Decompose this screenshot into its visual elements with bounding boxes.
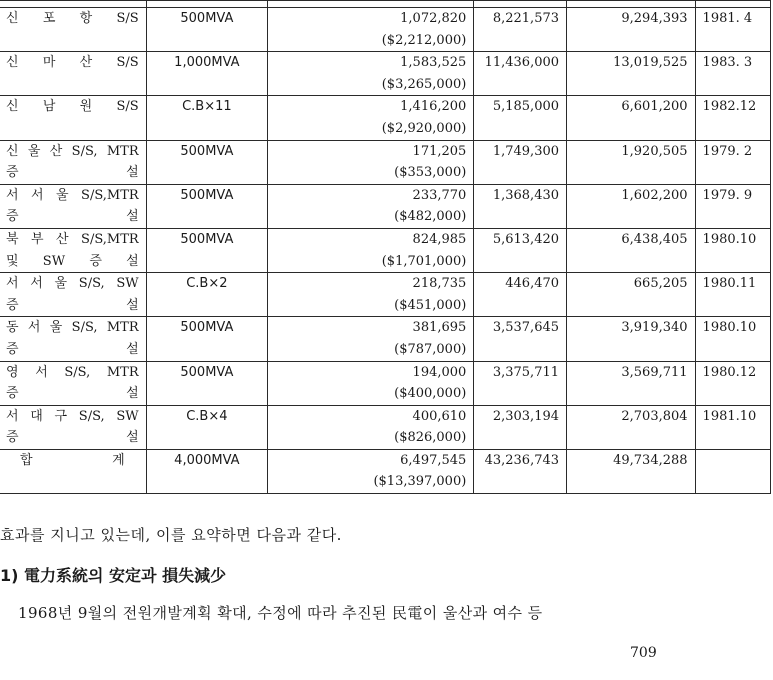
foreign-cost-value: 824,985	[412, 231, 467, 247]
station-name-token: 신	[6, 55, 19, 71]
station-name-token: S/S	[116, 99, 139, 115]
completion-date-value: 1981. 4	[702, 11, 753, 26]
station-name-token: 산	[56, 231, 69, 247]
station-name-line	[6, 162, 139, 184]
station-name-token: 설	[126, 386, 139, 402]
total-foreign-cost-value: 6,497,545	[400, 452, 467, 468]
foreign-cost-usd: ($3,265,000)	[381, 76, 467, 92]
foreign-cost-value: 218,735	[412, 276, 467, 292]
station-name-token: 산	[49, 143, 63, 159]
total-local-cost-cell	[474, 449, 567, 493]
station-name-line	[6, 295, 139, 317]
local-cost-cell	[474, 273, 567, 317]
station-name-token: 동	[6, 320, 19, 336]
station-name-cell	[0, 317, 146, 361]
station-name-token: 증	[6, 297, 19, 313]
station-name-token: 원	[79, 99, 93, 115]
total-cost-cell	[567, 184, 696, 228]
total-cost-value: 665,205	[633, 276, 688, 292]
capacity-cell	[146, 361, 267, 405]
capacity-value: 500MVA	[180, 231, 234, 247]
foreign-cost-cell	[268, 405, 474, 449]
completion-date-value: 1983. 3	[702, 55, 753, 71]
local-cost-value: 3,375,711	[492, 364, 560, 380]
station-name-line	[6, 317, 139, 339]
foreign-cost-value: 400,610	[412, 408, 467, 424]
station-name-cell	[0, 184, 146, 228]
capacity-cell	[146, 273, 267, 317]
station-name-token: 신	[6, 143, 19, 159]
total-cost-cell	[567, 273, 696, 317]
foreign-cost-value: 194,000	[412, 364, 467, 380]
station-name-token: 부	[31, 231, 44, 247]
table-header-edge	[0, 1, 771, 8]
page-number: 709	[630, 645, 657, 661]
total-capacity-value: 4,000MVA	[174, 452, 240, 468]
table-row	[0, 52, 771, 96]
foreign-cost-value: 171,205	[412, 143, 467, 159]
total-cost-value: 1,920,505	[621, 143, 688, 159]
capacity-value: 500MVA	[180, 11, 234, 26]
total-cost-value: 13,019,525	[613, 55, 688, 71]
table-row	[0, 405, 771, 449]
completion-date-cell	[695, 8, 770, 52]
station-name-token: 증	[6, 165, 19, 181]
station-name-cell	[0, 405, 146, 449]
completion-date-value: 1979. 9	[702, 187, 753, 203]
foreign-cost-cell	[268, 184, 474, 228]
station-name-token: 증	[6, 386, 19, 402]
station-name-line	[6, 8, 139, 30]
foreign-cost-usd: ($2,920,000)	[381, 120, 467, 136]
station-name-line	[6, 52, 139, 74]
total-label	[6, 450, 139, 472]
capacity-cell	[146, 52, 267, 96]
station-name-cell	[0, 273, 146, 317]
completion-date-cell	[695, 96, 770, 140]
foreign-cost-usd: ($826,000)	[394, 430, 467, 446]
foreign-cost-cell	[268, 96, 474, 140]
station-name-line	[6, 229, 139, 251]
total-total-cost-cell	[567, 449, 696, 493]
station-name-token: 설	[126, 209, 139, 225]
station-name-token: 남	[42, 99, 56, 115]
capacity-cell	[146, 228, 267, 272]
station-name-token: 서	[35, 364, 48, 380]
table-row	[0, 317, 771, 361]
completion-date-cell	[695, 140, 770, 184]
station-name-token: 증	[89, 253, 102, 269]
total-cost-value: 9,294,393	[621, 11, 688, 26]
station-name-token: 증	[6, 209, 19, 225]
table-row	[0, 228, 771, 272]
station-name-token: 대	[30, 408, 43, 424]
foreign-cost-cell	[268, 52, 474, 96]
total-cost-cell	[567, 405, 696, 449]
foreign-cost-value: 381,695	[412, 320, 467, 336]
foreign-cost-cell	[268, 317, 474, 361]
completion-date-value: 1980.11	[702, 276, 757, 292]
station-name-token: SW	[116, 408, 139, 424]
local-cost-cell	[474, 140, 567, 184]
section-heading: 1) 電力系統의 安定과 損失減少	[0, 566, 227, 585]
local-cost-cell	[474, 8, 567, 52]
station-name-cell	[0, 96, 146, 140]
capacity-value: 500MVA	[180, 364, 234, 380]
total-cost-value: 6,438,405	[621, 231, 688, 247]
table-row	[0, 96, 771, 140]
table-row	[0, 184, 771, 228]
foreign-cost-value: 1,072,820	[400, 11, 467, 26]
total-foreign-cost-usd: ($13,397,000)	[373, 474, 467, 490]
station-name-line	[6, 427, 139, 449]
station-name-token: SW	[42, 253, 66, 269]
station-name-line	[6, 206, 139, 228]
body-paragraph-summary: 효과를 지니고 있는데, 이를 요약하면 다음과 같다.	[0, 526, 342, 544]
station-name-token: MTR	[106, 143, 139, 159]
station-name-token: S/S,	[78, 408, 105, 424]
completion-date-cell	[695, 228, 770, 272]
capacity-cell	[146, 8, 267, 52]
local-cost-value: 5,185,000	[492, 99, 560, 115]
station-name-token: MTR	[106, 364, 139, 380]
total-cost-cell	[567, 52, 696, 96]
station-name-token: S/S	[116, 11, 139, 26]
total-cost-cell	[567, 361, 696, 405]
station-name-cell	[0, 228, 146, 272]
table-row	[0, 361, 771, 405]
station-name-token: S/S,MTR	[81, 187, 139, 203]
completion-date-value: 1980.10	[702, 231, 757, 247]
local-cost-cell	[474, 361, 567, 405]
local-cost-cell	[474, 228, 567, 272]
foreign-cost-cell	[268, 228, 474, 272]
total-cost-value: 2,703,804	[621, 408, 688, 424]
station-name-token: S/S,	[71, 143, 98, 159]
foreign-cost-cell	[268, 361, 474, 405]
table-total-row	[0, 449, 771, 493]
station-name-token: 증	[6, 430, 19, 446]
station-name-token: 서	[6, 276, 19, 292]
table-row	[0, 140, 771, 184]
station-name-token: S/S,	[64, 364, 91, 380]
capacity-cell	[146, 96, 267, 140]
station-name-token: 신	[6, 99, 19, 115]
capacity-value: 1,000MVA	[174, 55, 240, 71]
foreign-cost-usd: ($451,000)	[394, 297, 467, 313]
body-paragraph-intro: 1968년 9월의 전원개발계획 확대, 수정에 따라 추진된 民電이 울산과 여수 등	[18, 604, 543, 622]
capacity-cell	[146, 140, 267, 184]
station-name-token: 설	[126, 297, 139, 313]
station-name-token: 설	[126, 253, 139, 269]
station-name-token: 울	[27, 143, 41, 159]
local-cost-cell	[474, 184, 567, 228]
capacity-value: 500MVA	[180, 187, 234, 203]
total-cost-value: 1,602,200	[621, 187, 688, 203]
local-cost-value: 5,613,420	[492, 231, 560, 247]
total-cost-cell	[567, 228, 696, 272]
station-name-token: 항	[79, 11, 93, 26]
station-name-token: 서	[30, 276, 43, 292]
station-name-token: S/S,	[71, 320, 98, 336]
station-name-token: S/S,	[78, 276, 105, 292]
capacity-value: 500MVA	[180, 143, 234, 159]
capacity-cell	[146, 405, 267, 449]
foreign-cost-cell	[268, 140, 474, 184]
station-name-token: 서	[27, 320, 41, 336]
total-label-left: 합	[20, 452, 33, 468]
station-name-token: 및	[6, 253, 19, 269]
capacity-cell	[146, 184, 267, 228]
station-name-line	[6, 141, 139, 163]
completion-date-value: 1979. 2	[702, 143, 753, 159]
station-name-token: 신	[6, 11, 19, 26]
station-name-token: 울	[54, 276, 68, 292]
completion-date-cell	[695, 405, 770, 449]
total-cost-cell	[567, 96, 696, 140]
station-name-line	[6, 406, 139, 428]
total-label-cell	[0, 449, 146, 493]
local-cost-value: 446,470	[505, 276, 560, 292]
station-name-line	[6, 185, 139, 207]
station-name-line	[6, 339, 139, 361]
completion-date-cell	[695, 361, 770, 405]
total-label-right: 계	[112, 452, 125, 468]
completion-date-cell	[695, 273, 770, 317]
station-name-token: 울	[49, 320, 63, 336]
total-cost-value: 3,569,711	[621, 364, 688, 380]
station-name-line	[6, 273, 139, 295]
station-name-token: S/S,MTR	[81, 231, 139, 247]
foreign-cost-usd: ($482,000)	[394, 209, 467, 225]
capacity-cell	[146, 317, 267, 361]
station-name-token: 산	[79, 55, 93, 71]
local-cost-cell	[474, 52, 567, 96]
foreign-cost-cell	[268, 8, 474, 52]
capacity-value: C.B×11	[182, 99, 232, 115]
station-name-token: 설	[126, 341, 139, 357]
total-local-cost-value: 43,236,743	[484, 452, 560, 468]
total-cost-cell	[567, 317, 696, 361]
local-cost-value: 1,749,300	[492, 143, 560, 159]
total-capacity-cell	[146, 449, 267, 493]
station-name-token: MTR	[106, 320, 139, 336]
capacity-value: C.B×4	[186, 408, 228, 424]
table-row	[0, 8, 771, 52]
station-name-cell	[0, 52, 146, 96]
foreign-cost-value: 1,416,200	[400, 99, 467, 115]
station-name-cell	[0, 8, 146, 52]
station-name-token: 울	[56, 187, 69, 203]
station-name-token: 설	[126, 430, 139, 446]
total-cost-value: 6,601,200	[621, 99, 688, 115]
foreign-cost-value: 233,770	[412, 187, 467, 203]
local-cost-cell	[474, 317, 567, 361]
station-name-token: 증	[6, 341, 19, 357]
station-name-line	[6, 251, 139, 273]
local-cost-value: 8,221,573	[492, 11, 560, 26]
completion-date-cell	[695, 317, 770, 361]
station-name-token: S/S	[116, 55, 139, 71]
total-cost-cell	[567, 140, 696, 184]
station-name-token: 포	[42, 11, 56, 26]
total-cost-cell	[567, 8, 696, 52]
completion-date-value: 1980.12	[702, 364, 757, 380]
local-cost-value: 2,303,194	[492, 408, 560, 424]
foreign-cost-value: 1,583,525	[400, 55, 467, 71]
total-total-cost-value: 49,734,288	[613, 452, 688, 468]
station-name-token: SW	[116, 276, 139, 292]
local-cost-value: 3,537,645	[492, 320, 560, 336]
station-name-token: 서	[6, 408, 19, 424]
completion-date-value: 1982.12	[702, 99, 757, 115]
total-date-cell	[695, 449, 770, 493]
completion-date-value: 1981.10	[702, 408, 757, 424]
foreign-cost-usd: ($353,000)	[394, 165, 467, 181]
station-name-token: 북	[6, 231, 19, 247]
station-name-token: 서	[6, 187, 19, 203]
local-cost-value: 1,368,430	[492, 187, 560, 203]
foreign-cost-usd: ($400,000)	[394, 386, 467, 402]
foreign-cost-usd: ($2,212,000)	[381, 32, 467, 48]
table-row	[0, 273, 771, 317]
station-name-line	[6, 96, 139, 118]
station-name-token: 서	[31, 187, 44, 203]
station-name-token: 설	[126, 165, 139, 181]
total-cost-value: 3,919,340	[621, 320, 688, 336]
station-name-cell	[0, 140, 146, 184]
foreign-cost-usd: ($787,000)	[394, 341, 467, 357]
station-name-line	[6, 383, 139, 405]
station-name-token: 구	[54, 408, 68, 424]
foreign-cost-cell	[268, 273, 474, 317]
station-name-cell	[0, 361, 146, 405]
capacity-value: C.B×2	[186, 276, 228, 292]
local-cost-value: 11,436,000	[484, 55, 560, 71]
station-name-token: 영	[6, 364, 19, 380]
station-name-token: 마	[42, 55, 56, 71]
local-cost-cell	[474, 405, 567, 449]
foreign-cost-usd: ($1,701,000)	[381, 253, 467, 269]
completion-date-cell	[695, 52, 770, 96]
station-name-line	[6, 362, 139, 384]
local-cost-cell	[474, 96, 567, 140]
capacity-value: 500MVA	[180, 320, 234, 336]
total-foreign-cost-cell	[268, 449, 474, 493]
completion-date-value: 1980.10	[702, 320, 757, 336]
completion-date-cell	[695, 184, 770, 228]
